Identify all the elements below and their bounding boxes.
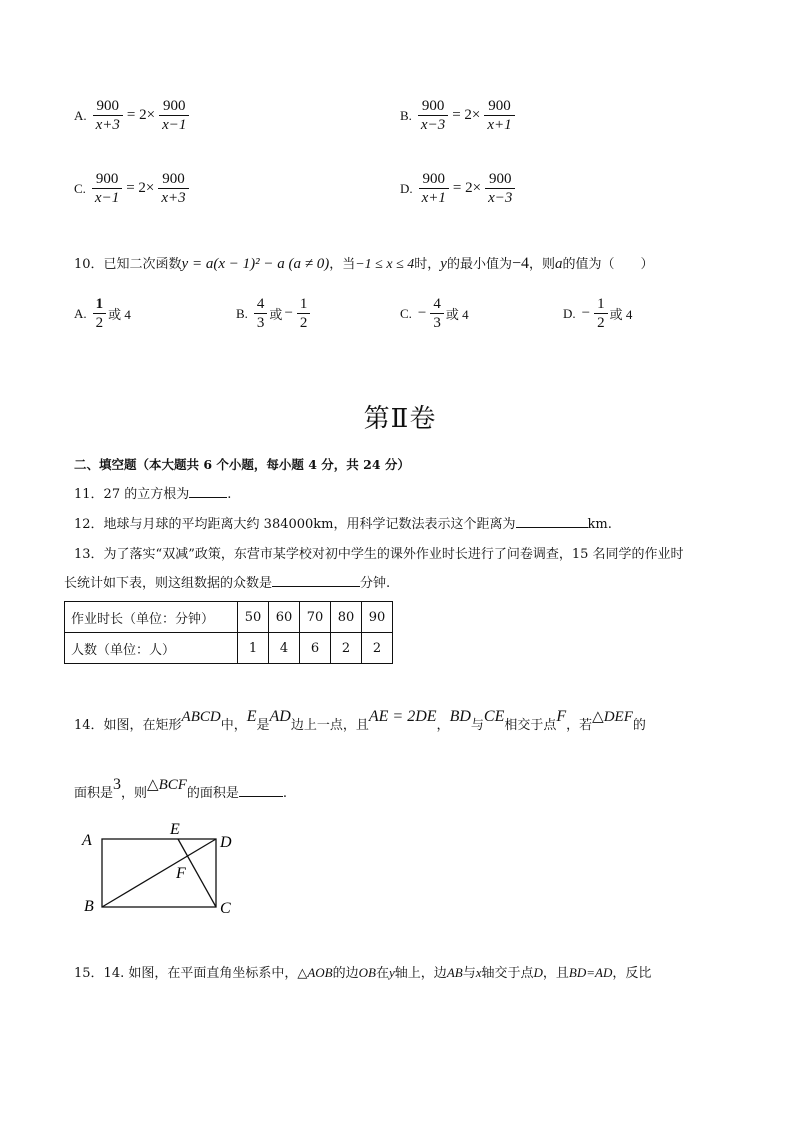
q14-line2: 面积是3，则△BCF的面积是 . — [74, 776, 288, 801]
q13-answer-blank[interactable] — [272, 574, 360, 587]
q15: 15．14. 如图，在平面直角坐标系中，△AOB的边OB在y轴上，边AB与x轴交于点D，且BD=AD，反比 — [74, 965, 652, 981]
q9-option-b: B. $\frac{900}{x-3}$ = 2× $\frac{900}{x+1}$ — [400, 97, 517, 134]
homework-time-table — [64, 601, 393, 664]
q10-option-a: A. $\frac{1}{2}$ 或 4 — [74, 296, 131, 331]
vertex-label-c: C — [220, 900, 231, 917]
table-cell: 60 — [269, 602, 300, 633]
q12: 12．地球与月球的平均距离大约 384000km，用科学记数法表示这个距离为 km. — [74, 517, 612, 532]
q9-option-a: A. $\frac{900}{x+3}$ = 2× $\frac{900}{x-1}$ — [74, 97, 191, 134]
table-cell: 50 — [238, 602, 269, 633]
q11: 11．27 的立方根为 . — [74, 487, 232, 502]
table-cell: 4 — [269, 633, 300, 664]
q13-line2: 长统计如下表，则这组数据的众数是 分钟. — [64, 576, 391, 591]
q9-option-d: D. $\frac{900}{x+1}$ = 2× $\frac{900}{x-3}$ — [400, 170, 517, 207]
vertex-label-a: A — [82, 832, 92, 849]
q13-line1: 13．为了落实“双减”政策，东营市某学校对初中学生的课外作业时长进行了问卷调查，15 名同学的作业时 — [74, 547, 684, 562]
table-cell: 90 — [362, 602, 393, 633]
q14-answer-blank[interactable] — [239, 784, 283, 797]
diagonal-bd — [102, 839, 216, 907]
section-heading: 二、填空题（本大题共 6 个小题，每小题 4 分，共 24 分） — [74, 457, 410, 472]
table-cell: 6 — [300, 633, 331, 664]
table-row — [65, 602, 393, 633]
q10-option-c: C. − $\frac{4}{3}$ 或 4 — [400, 296, 469, 331]
table-header-cell: 作业时长（单位：分钟） — [65, 602, 238, 633]
q10-stem: 10．已知二次函数y = a(x − 1)² − a (a ≠ 0)，当−1 ≤ x ≤ 4时，y的最小值为−4，则a的值为（ ） — [74, 255, 654, 272]
q9-option-c: C. $\frac{900}{x-1}$ = 2× $\frac{900}{x+3}$ — [74, 170, 191, 207]
q10-option-d: D. − $\frac{1}{2}$ 或 4 — [563, 296, 633, 331]
volume-title: 第Ⅱ卷 — [363, 404, 437, 434]
vertex-label-d: D — [220, 834, 232, 851]
table-cell: 2 — [331, 633, 362, 664]
table-cell: 70 — [300, 602, 331, 633]
table-cell: 2 — [362, 633, 393, 664]
table-header-cell: 人数（单位：人） — [65, 633, 238, 664]
table-row — [65, 633, 393, 664]
point-label-f: F — [176, 865, 186, 882]
rectangle-figure — [70, 815, 250, 925]
point-label-e: E — [170, 821, 180, 838]
q12-answer-blank[interactable] — [516, 515, 588, 528]
table-cell: 80 — [331, 602, 362, 633]
table-cell: 1 — [238, 633, 269, 664]
q14-line1: 14．如图，在矩形ABCD中，E是AD边上一点，且AE = 2DE，BD与CE相交于点F，若△DEF的 — [74, 708, 646, 733]
q11-answer-blank[interactable] — [189, 485, 227, 498]
vertex-label-b: B — [84, 898, 94, 915]
q10-option-b: B. $\frac{4}{3}$ 或 − $\frac{1}{2}$ — [236, 295, 312, 332]
